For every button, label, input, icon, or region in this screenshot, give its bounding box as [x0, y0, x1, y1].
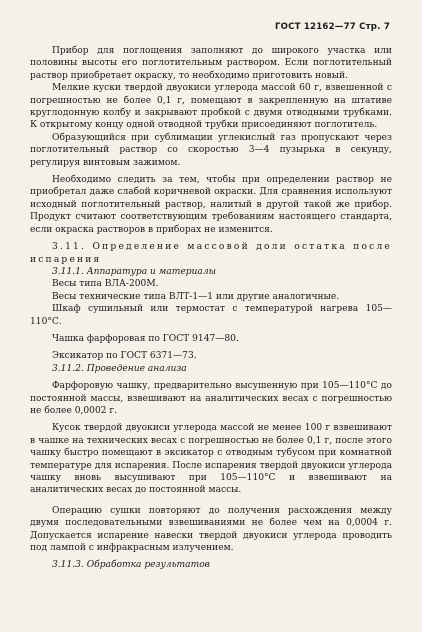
paragraph-dish-weighing: Фарфоровую чашку, предварительно высушенную при 105—110°С до постоянной массы, взвешивают на аналитических весах с погрешностью не более 0,0002 г. — [30, 381, 392, 416]
equipment-item-scales-vla: Весы типа ВЛА-200М. — [52, 279, 159, 290]
paragraph-drying-repeat: Операцию сушки повторяют до получения расхождения между двумя последовательными взвешиваниями не более чем на 0,0004 г. Допускается испарение навески твердой двуокиси углерода проводить под лампой с инфракрасным излучением. — [30, 505, 392, 554]
subsection-heading-3-11-3: 3.11.3. Обработка результатов — [52, 560, 210, 571]
equipment-item-desiccator: Эксикатор по ГОСТ 6371—73. — [52, 351, 197, 362]
page-header: ГОСТ 12162—77 Стр. 7 — [274, 22, 390, 32]
paragraph-absorber-fill: Прибор для поглощения заполняют до широкого участка или половины высоты его поглотительным раствором. Если поглотительный раствор приобретает окраску, то необходимо приготовить новый. — [30, 46, 392, 81]
equipment-item-dish: Чашка фарфоровая по ГОСТ 9147—80. — [52, 333, 239, 344]
paragraph-co2-sample: Мелкие куски твердой двуокиси углерода массой 60 г, взвешенной с погрешностью не более 0,1 г, помещают в закрепленную на штативе круглодонную колбу и закрывают пробкой с двумя отводными трубками. К открытому концу одной отводной трубки присоединяют поглотитель. — [30, 83, 392, 131]
paragraph-sample-evaporation: Кусок твердой двуокиси углерода массой не менее 100 г взвешивают в чашке на технических весах с погрешностью не более 0,1 г, после этого чашку быстро помещают в эксикатор с отводным тубусом при комнатной температуре для испарения. После испарения твердой двуокиси углерода чашку вновь высушивают при 105—110°С и взвешивают на аналитических весах до постоянной массы. — [30, 423, 392, 496]
equipment-item-oven: Шкаф сушильный или термостат с температурой нагрева 105—110°С. — [30, 304, 392, 327]
equipment-item-scales-vlt: Весы технические типа ВЛТ-1—1 или другие аналогичные. — [52, 291, 340, 302]
section-heading-3-11: 3.11. Определение массовой доли остатка после испарения — [30, 242, 392, 265]
paragraph-color-check: Необходимо следить за тем, чтобы при определении раствор не приобретал даже слабой коричневой окраски. Для сравнения используют исходный поглотительный раствор, налитый в другой такой же прибор. Продукт считают соответствующим требованиям настоящего стандарта, если окраска растворов в приборах не изменится. — [30, 175, 392, 235]
subsection-heading-3-11-2: 3.11.2. Проведение анализа — [52, 363, 187, 374]
document-body — [30, 45, 392, 572]
subsection-heading-3-11-1: 3.11.1. Аппаратура и материалы — [52, 266, 217, 277]
paragraph-sublimation: Образующийся при сублимации углекислый газ пропускают через поглотительный раствор со скоростью 3—4 пузырька в секунду, регулируя винтовым зажимом. — [30, 132, 392, 168]
